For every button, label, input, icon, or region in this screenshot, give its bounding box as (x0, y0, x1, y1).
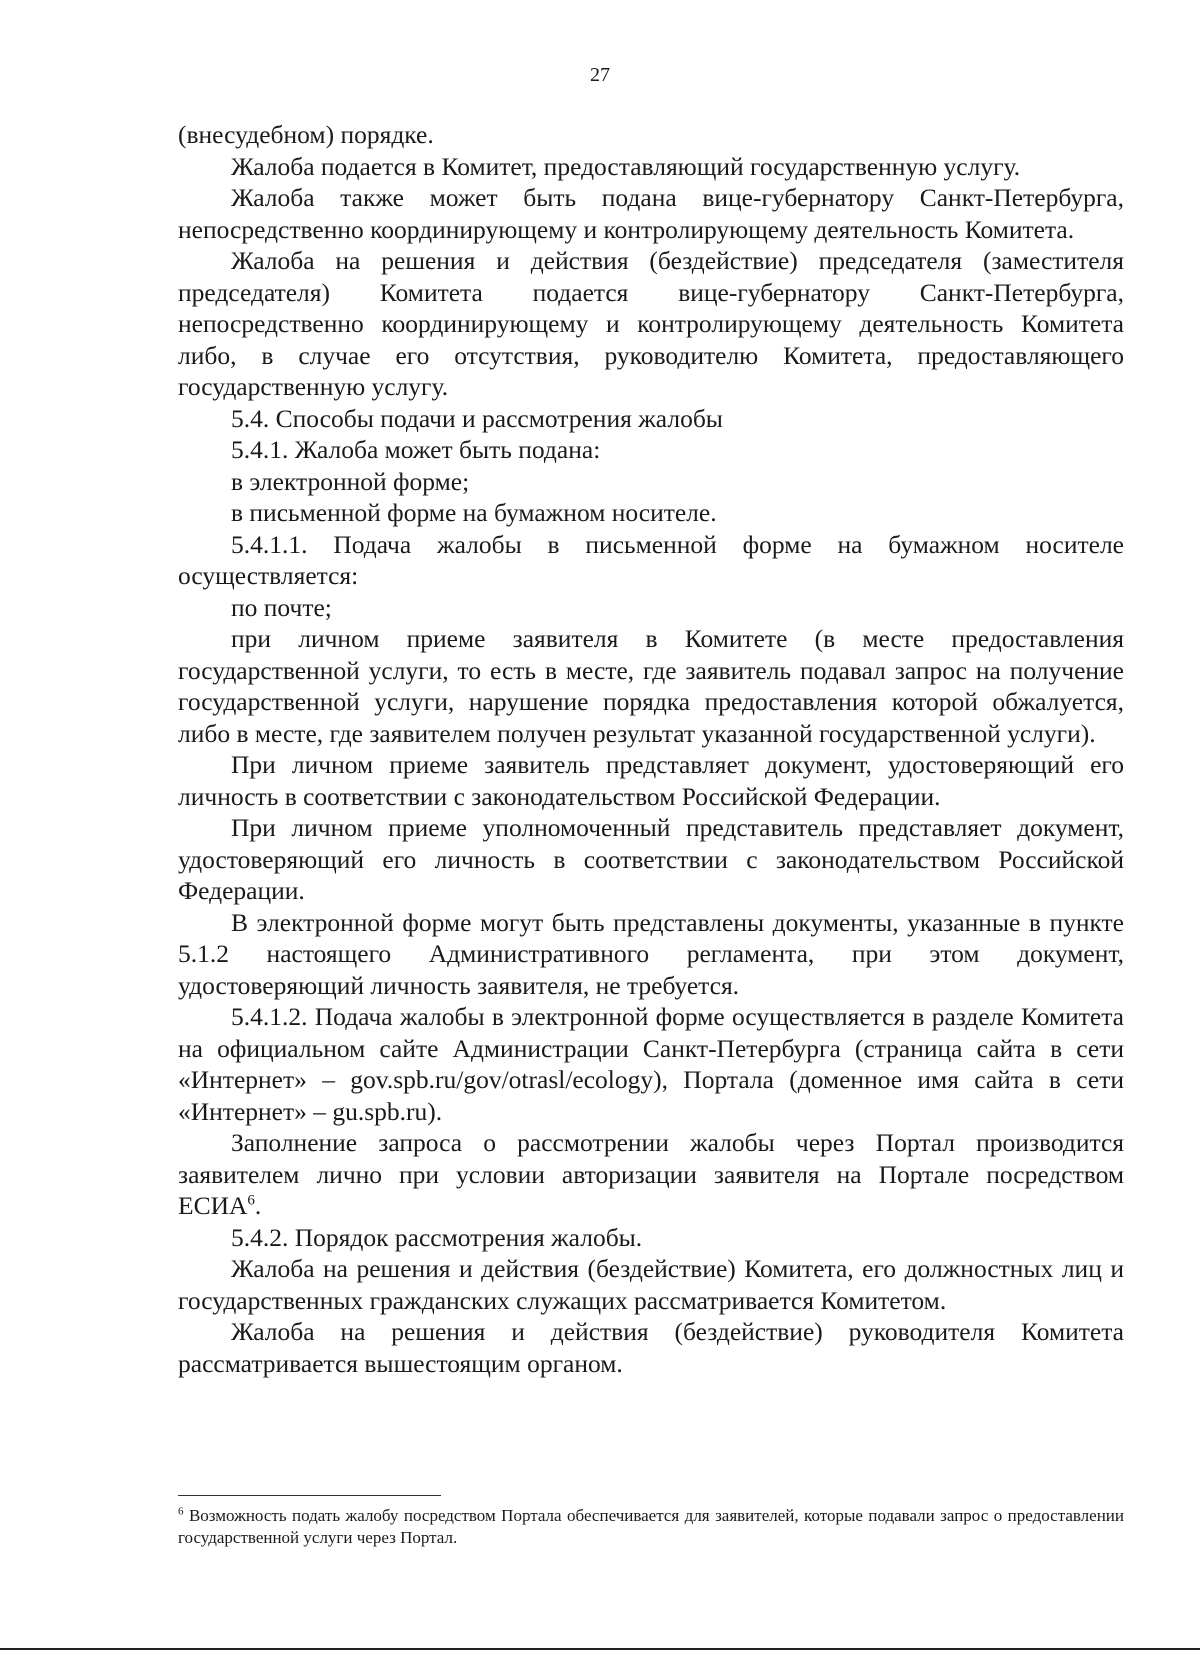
paragraph: Жалоба на решения и действия (бездействие) руководителя Комитета рассматривается вышестоящим органом. (178, 1317, 1124, 1378)
footnote-divider (178, 1495, 441, 1496)
body-text (178, 119, 1124, 1379)
paragraph-end: . (254, 1191, 262, 1220)
paragraph: В электронной форме могут быть представлены документы, указанные в пункте 5.1.2 настоящего Административного регламента, при этом документ, удостоверяющий личность заявителя, не требуется. (178, 907, 1124, 1000)
paragraph-with-footnote (178, 1127, 1124, 1222)
paragraph: При личном приеме заявитель представляет документ, удостоверяющий его личность в соответствии с законодательством Российской Федерации. (178, 750, 1124, 811)
paragraph: Жалоба также может быть подана вице-губернатору Санкт-Петербурга, непосредственно координирующему и контролирующему деятельность Комитета. (178, 183, 1124, 244)
list-item: по почте; (231, 592, 332, 622)
scan-edge-line (0, 1648, 1200, 1650)
paragraph: Жалоба на решения и действия (бездействие) Комитета, его должностных лиц и государственных гражданских служащих рассматривается Комитетом. (178, 1254, 1124, 1315)
footnote (178, 1505, 1124, 1549)
list-item: при личном приеме заявителя в Комитете (в месте предоставления государственной услуги, то есть в месте, где заявитель подавал запрос на получение государственной услуги, нарушение порядка предоставления которой обжалуется, либо в месте, где заявителем получен результат указанной государственной услуги). (178, 624, 1124, 748)
footnote-reference: 6 (247, 1192, 255, 1209)
list-item: в письменной форме на бумажном носителе. (231, 498, 717, 527)
footnote-mark: 6 (178, 1505, 184, 1518)
list-item: в электронной форме; (231, 466, 470, 496)
paragraph: 5.4.1. Жалоба может быть подана: (231, 435, 601, 464)
section-heading: 5.4. Способы подачи и рассмотрения жалобы (231, 403, 723, 433)
paragraph-text: Заполнение запроса о рассмотрении жалобы через Портал производится заявителем лично при условии авторизации заявителя на Портале посредством ЕСИА (178, 1128, 1124, 1220)
paragraph: Жалоба на решения и действия (бездействие) председателя (заместителя председателя) Комитета подается вице-губернатору Санкт-Петербурга, непосредственно координирующему и контролирующему деятельность Комитета либо, в случае его отсутствия, руководителю Комитета, предоставляющего государственную услугу. (178, 246, 1124, 401)
paragraph: 5.4.1.2. Подача жалобы в электронной форме осуществляется в разделе Комитета на официальном сайте Администрации Санкт-Петербурга (страница сайта в сети «Интернет» – gov.spb.ru/gov/otrasl/ecology), Портала (доменное имя сайта в сети «Интернет» – gu.spb.ru). (178, 1002, 1124, 1126)
paragraph: 5.4.1.1. Подача жалобы в письменной форме на бумажном носителе осуществляется: (178, 529, 1124, 590)
footnote-text: Возможность подать жалобу посредством Портала обеспечивается для заявителей, которые подавали запрос о предоставлении государственной услуги через Портал. (178, 1506, 1124, 1547)
paragraph: При личном приеме уполномоченный представитель представляет документ, удостоверяющий его личность в соответствии с законодательством Российской Федерации. (178, 813, 1124, 905)
paragraph: Жалоба подается в Комитет, предоставляющий государственную услугу. (231, 151, 1021, 181)
page-number: 27 (590, 64, 610, 86)
section-heading: 5.4.2. Порядок рассмотрения жалобы. (231, 1222, 643, 1252)
paragraph: (внесудебном) порядке. (178, 120, 434, 149)
